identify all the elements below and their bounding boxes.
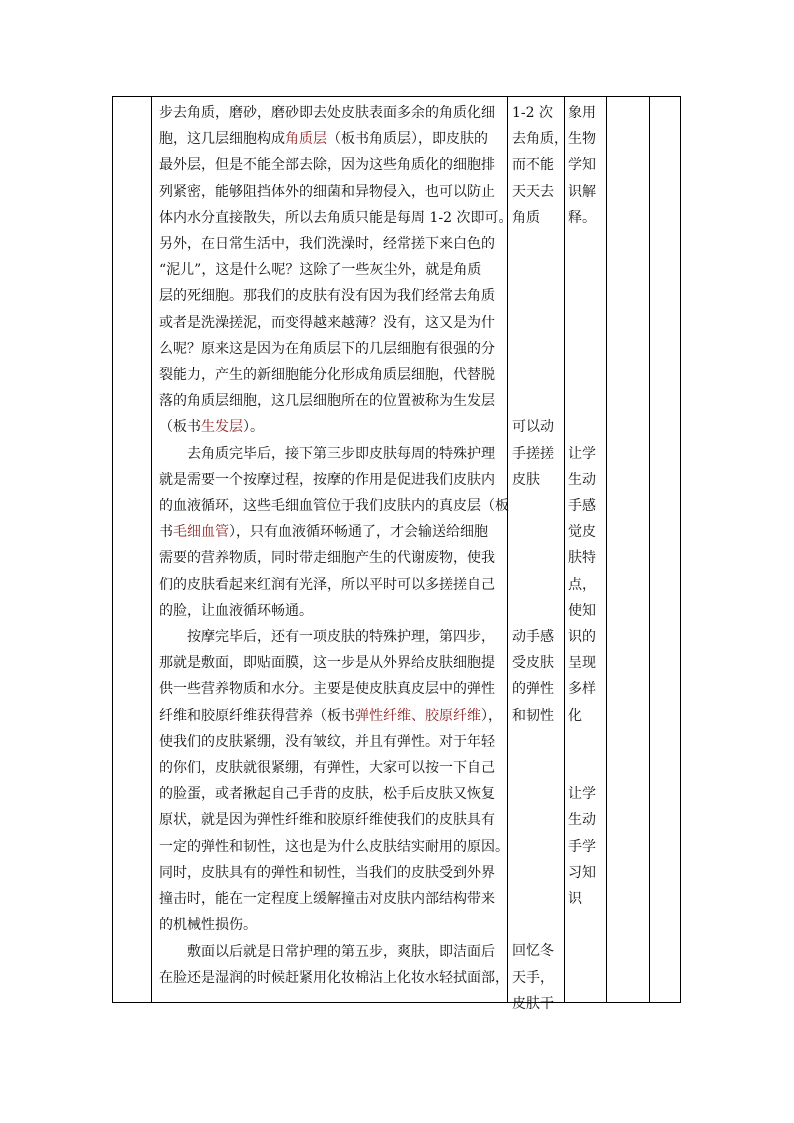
- text-line: 天天去: [512, 183, 554, 200]
- text-segment: 撞击时，能在一定程度上缓解撞击对皮肤内部结构带来: [159, 891, 495, 908]
- text-segment: 另外，在日常生活中，我们洗澡时，经常搓下来白色的: [159, 236, 495, 253]
- text-segment: 落的角质层细胞，这几层细胞所在的位置被称为生发层: [159, 393, 495, 410]
- text-line: [159, 598, 505, 624]
- design-intent-block: [568, 100, 596, 231]
- text-segment: 胞，这几层细胞构成: [159, 131, 285, 148]
- text-line: 而不能: [512, 157, 554, 174]
- text-line: [159, 336, 505, 362]
- text-line: [159, 781, 505, 807]
- text-line: [159, 388, 505, 414]
- text-line: [159, 257, 505, 283]
- text-line: [159, 310, 505, 336]
- text-line: 受皮肤: [512, 655, 554, 672]
- lesson-table: [112, 96, 681, 1012]
- text-line: [159, 283, 505, 309]
- student-activity-block: [512, 100, 568, 231]
- text-segment: 的机械性损伤。: [159, 917, 257, 934]
- text-line: 角质: [512, 209, 540, 226]
- text-segment: 一定的弹性和韧性，这也是为什么皮肤结实耐用的原因。: [159, 838, 509, 855]
- text-segment: 需要的营养物质，同时带走细胞产生的代谢废物，使我: [159, 550, 495, 567]
- text-segment: 纤维和胶原纤维获得营养（板书: [159, 707, 355, 724]
- text-segment: （板书: [159, 419, 201, 436]
- text-line: [159, 519, 505, 545]
- text-line: [159, 965, 509, 991]
- text-segment: 么呢？原来这是因为在角质层下的几层细胞有很强的分: [159, 340, 495, 357]
- text-line: [159, 231, 505, 257]
- text-line: [159, 755, 505, 781]
- student-activity-block: [512, 414, 554, 493]
- text-line: 皮肤干: [512, 995, 554, 1012]
- text-line: 让学: [568, 786, 596, 803]
- text-line: 天手，: [512, 969, 554, 986]
- text-segment: 原状，就是因为弹性纤维和胶原纤维使我们的皮肤具有: [159, 812, 495, 829]
- blackboard-term: 角质层: [285, 131, 327, 148]
- text-segment: 那就是敷面，即贴面膜，这一步是从外界给皮肤细胞提: [159, 655, 495, 672]
- text-line: [159, 703, 505, 729]
- text-line: 皮肤: [512, 471, 540, 488]
- text-segment: 最外层，但是不能全部去除，因为这些角质化的细胞排: [159, 157, 495, 174]
- blackboard-term: 弹性纤维、胶原纤维: [355, 707, 481, 724]
- text-line: [159, 152, 505, 178]
- text-segment: ），只有血液循环畅通了，才会输送给细胞: [229, 524, 488, 541]
- text-line: 肤特: [568, 550, 596, 567]
- text-segment: 们的皮肤看起来红润有光泽，所以平时可以多搓搓自己: [159, 576, 495, 593]
- text-segment: 的脸，让血液循环畅通。: [159, 602, 313, 619]
- text-line: 去角质，: [512, 131, 568, 148]
- text-line: 使知: [568, 602, 596, 619]
- text-line: [159, 414, 505, 440]
- text-line: 识: [568, 891, 582, 907]
- text-segment: 的你们，皮肤就很紧绷，有弹性，大家可以按一下自己: [159, 760, 495, 777]
- column-divider: [151, 97, 152, 1002]
- student-activity-block: [512, 624, 554, 729]
- text-line: [159, 100, 505, 126]
- text-line: 手感: [568, 498, 596, 514]
- text-segment: 使我们的皮肤紧绷，没有皱纹，并且有弹性。对于年轻: [159, 733, 495, 750]
- text-segment: 列紧密，能够阻挡体外的细菌和异物侵入，也可以防止: [159, 183, 495, 200]
- empty-column: [650, 97, 680, 1002]
- text-line: 手搓搓: [512, 445, 554, 462]
- text-line: [159, 912, 505, 938]
- text-line: 手学: [568, 838, 596, 855]
- text-line: 可以动: [512, 419, 554, 436]
- text-line: 多样: [568, 681, 596, 698]
- text-line: 识解: [568, 183, 596, 200]
- text-line: [159, 729, 505, 755]
- text-segment: 书: [159, 524, 173, 541]
- text-segment: 层的死细胞。那我们的皮肤有没有因为我们经常去角质: [159, 288, 495, 305]
- text-line: [159, 545, 505, 571]
- text-line: [159, 493, 509, 519]
- text-line: [159, 650, 505, 676]
- text-segment: 的血液循环，这些毛细血管位于我们皮肤内的真皮层（板: [159, 498, 509, 515]
- text-line: 点，: [568, 576, 596, 593]
- text-line: [159, 467, 505, 493]
- text-segment: 步去角质，磨砂，磨砂即去处皮肤表面多余的角质化细: [159, 105, 495, 121]
- student-activity-block: [512, 938, 554, 1017]
- column-divider: [564, 97, 565, 1002]
- design-intent-block: [568, 441, 596, 729]
- text-line: [159, 362, 505, 388]
- text-segment: ）。: [243, 419, 264, 436]
- text-line: [159, 807, 505, 833]
- text-line: [159, 834, 509, 860]
- text-line: 觉皮: [568, 524, 596, 541]
- text-line: 动手感: [512, 629, 554, 645]
- text-line: 回忆冬: [512, 943, 554, 960]
- text-line: 和韧性: [512, 707, 554, 724]
- text-line: 生动: [568, 471, 596, 488]
- blackboard-term: 毛细血管: [173, 524, 229, 541]
- text-segment: （板书角质层），即皮肤的: [327, 131, 488, 148]
- teaching-content-column: [159, 100, 513, 991]
- text-line: 识的: [568, 629, 596, 646]
- text-segment: 或者是洗澡搓泥，而变得越来越薄？没有，这又是为什: [159, 314, 495, 331]
- text-line: [159, 676, 505, 702]
- text-line: [159, 939, 505, 965]
- text-segment: 在脸还是湿润的时候赶紧用化妆棉沾上化妆水轻拭面部，: [159, 969, 509, 986]
- text-line: 习知: [568, 864, 596, 881]
- text-line: 生物: [568, 131, 596, 148]
- text-line: 让学: [568, 445, 596, 462]
- empty-column: [607, 97, 649, 1002]
- text-line: 呈现: [568, 655, 596, 672]
- text-segment: 去角质完毕后，接下第三步即皮肤每周的特殊护理: [159, 445, 495, 462]
- text-segment: 同时，皮肤具有的弹性和韧性，当我们的皮肤受到外界: [159, 864, 495, 881]
- text-line: [159, 441, 505, 467]
- text-line: [159, 126, 505, 152]
- text-line: 1-2 次: [512, 105, 553, 121]
- text-line: 学知: [568, 157, 596, 174]
- design-intent-block: [568, 781, 596, 912]
- text-line: [159, 886, 505, 912]
- text-line: [159, 205, 513, 231]
- blackboard-term: 生发层: [201, 419, 243, 436]
- text-segment: 的脸蛋，或者揪起自己手背的皮肤，松手后皮肤又恢复: [159, 786, 495, 803]
- text-line: [159, 572, 505, 598]
- text-segment: ），: [481, 707, 502, 724]
- text-segment: 按摩完毕后，还有一项皮肤的特殊护理，第四步，: [159, 629, 495, 646]
- column-divider: [507, 97, 508, 1002]
- text-segment: 就是需要一个按摩过程，按摩的作用是促进我们皮肤内: [159, 471, 495, 488]
- text-line: [159, 860, 505, 886]
- text-line: 生动: [568, 812, 596, 829]
- text-line: [159, 179, 505, 205]
- text-line: 象用: [568, 105, 596, 121]
- text-segment: “泥儿”，这是什么呢？这除了一些灰尘外，就是角质: [159, 262, 482, 279]
- text-segment: 体内水分直接散失，所以去角质只能是每周 1-2 次即可。: [159, 209, 513, 226]
- text-line: 的弹性: [512, 681, 554, 698]
- text-line: [159, 624, 505, 650]
- text-segment: 敷面以后就是日常护理的第五步，爽肤，即洁面后: [159, 943, 495, 960]
- text-segment: 供一些营养物质和水分。主要是使皮肤真皮层中的弹性: [159, 681, 495, 698]
- text-segment: 裂能力，产生的新细胞能分化形成角质层细胞，代替脱: [159, 367, 495, 384]
- text-line: 释。: [568, 209, 596, 226]
- text-line: 化: [568, 707, 582, 724]
